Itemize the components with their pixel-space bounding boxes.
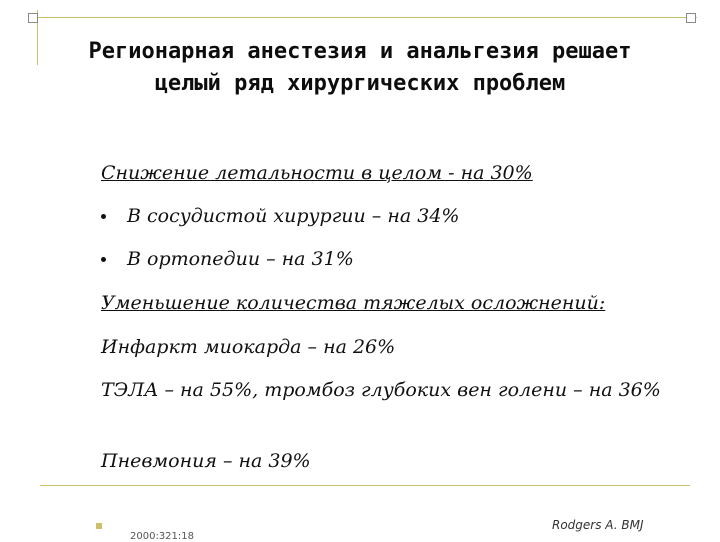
pe-dvt-line	[101, 378, 681, 402]
bullet-icon	[101, 214, 106, 219]
frame-bottom-line	[40, 485, 690, 486]
bullet-icon	[101, 257, 106, 262]
pneumonia-line: Пневмония – на 39%	[101, 450, 311, 472]
footer-date: 2000:321:18	[130, 531, 194, 542]
corner-square-right	[686, 13, 696, 23]
slide-title	[20, 36, 700, 100]
bullet-orthopedics-text: В ортопедии – на 31%	[127, 248, 354, 270]
footer-bullet-icon	[96, 523, 102, 529]
complications-heading: Уменьшение количества тяжелых осложнений:	[101, 292, 606, 314]
mortality-heading: Снижение летальности в целом - на 30%	[101, 162, 533, 184]
title-line-2: целый ряд хирургических проблем	[154, 71, 566, 96]
footer-source: Rodgers A. BMJ	[552, 518, 644, 532]
bullet-vascular-text: В сосудистой хирургии – на 34%	[127, 205, 460, 227]
pe-dvt-text: ТЭЛА – на 55%, тромбоз глубоких вен голени – на 36%	[101, 379, 661, 401]
frame-top-line	[32, 17, 697, 18]
mi-line: Инфаркт миокарда – на 26%	[101, 336, 396, 358]
corner-square-left	[28, 13, 38, 23]
title-line-1: Регионарная анестезия и анальгезия решает	[88, 39, 632, 64]
